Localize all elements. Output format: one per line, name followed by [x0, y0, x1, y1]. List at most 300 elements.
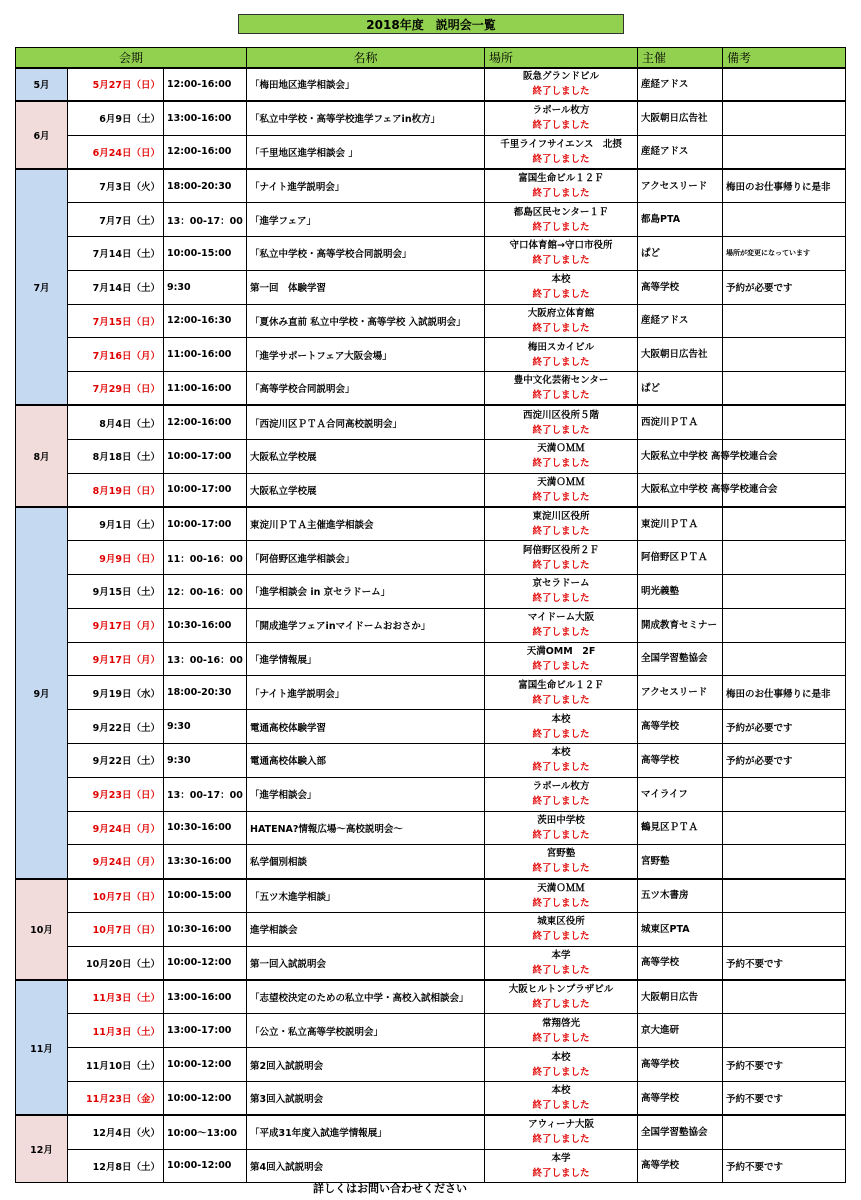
- event-host: アクセスリード: [638, 676, 723, 710]
- header-host: 主催: [638, 48, 723, 68]
- table-row: [16, 710, 846, 744]
- place-name: 千里ライフサイエンス 北摂: [500, 138, 622, 150]
- event-date: 9月22日（土）: [68, 743, 164, 777]
- event-time: 18:00-20:30: [164, 676, 247, 710]
- event-date: 9月17日（月）: [68, 642, 164, 676]
- event-note: [723, 642, 846, 676]
- event-place: [485, 777, 638, 811]
- event-note: 予約不要です: [723, 1081, 846, 1115]
- event-date: 12月8日（土）: [68, 1149, 164, 1183]
- month-label: 10月: [16, 879, 68, 980]
- event-date: 7月14日（土）: [68, 270, 164, 304]
- table-header-row: [16, 48, 846, 68]
- event-name: 東淀川ＰＴＡ主催進学相談会: [247, 507, 485, 541]
- status-finished: 終了しました: [532, 559, 590, 571]
- status-finished: 終了しました: [532, 188, 590, 200]
- event-name: 「五ツ木進学相談」: [247, 879, 485, 913]
- event-note: [723, 338, 846, 372]
- event-place: [485, 405, 638, 439]
- event-note: 予約が必要です: [723, 743, 846, 777]
- status-finished: 終了しました: [532, 153, 590, 165]
- event-name: 「私立中学校・高等学校合同説明会」: [247, 236, 485, 270]
- event-time: 12：00-16：00: [164, 574, 247, 608]
- event-place: [485, 439, 638, 473]
- event-time: 10:00-12:00: [164, 946, 247, 980]
- event-name: 「公立・私立高等学校説明会」: [247, 1014, 485, 1048]
- header-period: 会期: [16, 48, 247, 68]
- event-time: 9:30: [164, 270, 247, 304]
- event-note: [723, 541, 846, 575]
- table-row: [16, 439, 846, 473]
- event-name: 大阪私立学校展: [247, 473, 485, 507]
- place-name: マイドーム大阪: [527, 612, 595, 624]
- status-finished: 終了しました: [532, 796, 590, 808]
- event-note: 梅田のお仕事帰りに是非: [723, 676, 846, 710]
- event-note: [723, 304, 846, 338]
- event-name: 「進学フェア」: [247, 203, 485, 237]
- event-date: 9月1日（土）: [68, 507, 164, 541]
- event-date: 10月7日（日）: [68, 912, 164, 946]
- event-place: [485, 1081, 638, 1115]
- place-name: 常翔啓光: [542, 1017, 581, 1029]
- event-time: 12:00-16:00: [164, 405, 247, 439]
- event-place: [485, 507, 638, 541]
- table-row: [16, 743, 846, 777]
- place-name: 富国生命ビル１２Ｆ: [518, 679, 604, 691]
- event-name: 「夏休み直前 私立中学校・高等学校 入試説明会」: [247, 304, 485, 338]
- event-note: 予約不要です: [723, 1149, 846, 1183]
- event-note: [723, 372, 846, 406]
- place-name: 都島区民センター１Ｆ: [513, 206, 609, 218]
- event-place: [485, 68, 638, 102]
- event-host: 阿倍野区ＰＴＡ: [638, 541, 723, 575]
- event-name: 第3回入試説明会: [247, 1081, 485, 1115]
- event-host: 城東区PTA: [638, 912, 723, 946]
- status-finished: 終了しました: [532, 289, 590, 301]
- event-host: ぱど: [638, 372, 723, 406]
- event-host: 産経アドス: [638, 68, 723, 102]
- event-date: 6月24日（日）: [68, 135, 164, 169]
- event-note: 予約が必要です: [723, 270, 846, 304]
- event-date: 9月24日（月）: [68, 811, 164, 845]
- event-date: 7月15日（日）: [68, 304, 164, 338]
- event-time: 10:30-16:00: [164, 608, 247, 642]
- event-name: HATENA?情報広場～高校説明会～: [247, 811, 485, 845]
- event-place: [485, 946, 638, 980]
- table-row: [16, 1149, 846, 1183]
- event-host: 産経アドス: [638, 135, 723, 169]
- event-date: 9月23日（日）: [68, 777, 164, 811]
- place-name: 豊中文化芸術センター: [513, 375, 609, 387]
- event-time: 18:00-20:30: [164, 169, 247, 203]
- event-time: 12:00-16:00: [164, 68, 247, 102]
- event-date: 8月4日（土）: [68, 405, 164, 439]
- table-row: [16, 1014, 846, 1048]
- event-name: 「千里地区進学相談会 」: [247, 135, 485, 169]
- event-name: 「進学情報展」: [247, 642, 485, 676]
- event-name: 電通高校体験入部: [247, 743, 485, 777]
- place-name: 阿倍野区役所２Ｆ: [523, 544, 600, 556]
- event-place: [485, 574, 638, 608]
- event-place: [485, 101, 638, 135]
- event-host: 京大進研: [638, 1014, 723, 1048]
- event-place: [485, 1014, 638, 1048]
- event-note: [723, 507, 846, 541]
- event-place: [485, 1149, 638, 1183]
- event-date: 8月18日（土）: [68, 439, 164, 473]
- event-host: 宮野塾: [638, 845, 723, 879]
- event-host: 産経アドス: [638, 304, 723, 338]
- schedule-body: [16, 68, 846, 1183]
- event-time: 10:00-17:00: [164, 473, 247, 507]
- event-date: 11月3日（土）: [68, 980, 164, 1014]
- event-time: 10:00-12:00: [164, 1081, 247, 1115]
- event-time: 13:00-17:00: [164, 1014, 247, 1048]
- month-label: 8月: [16, 405, 68, 506]
- event-note: [723, 135, 846, 169]
- event-note: [723, 912, 846, 946]
- event-host: ぱど: [638, 236, 723, 270]
- event-name: 「進学サポートフェア大阪会場」: [247, 338, 485, 372]
- event-note: [723, 879, 846, 913]
- status-finished: 終了しました: [532, 1032, 590, 1044]
- header-note: 備考: [723, 48, 846, 68]
- place-name: 天満ＯＭＭ: [537, 443, 585, 455]
- event-name: 「開成進学フェアinマイドームおおさか」: [247, 608, 485, 642]
- event-place: [485, 912, 638, 946]
- status-finished: 終了しました: [532, 1167, 590, 1179]
- table-row: [16, 777, 846, 811]
- table-row: [16, 405, 846, 439]
- event-name: 第2回入試説明会: [247, 1048, 485, 1082]
- event-note: [723, 980, 846, 1014]
- event-place: [485, 270, 638, 304]
- place-name: 富国生命ビル１２Ｆ: [518, 173, 604, 185]
- table-row: [16, 507, 846, 541]
- event-time: 13：00-17：00: [164, 777, 247, 811]
- event-place: [485, 845, 638, 879]
- table-row: [16, 169, 846, 203]
- event-date: 5月27日（日）: [68, 68, 164, 102]
- status-finished: 終了しました: [532, 1066, 590, 1078]
- event-place: [485, 1115, 638, 1149]
- event-time: 12:00-16:30: [164, 304, 247, 338]
- event-place: [485, 169, 638, 203]
- event-host: 全国学習塾協会: [638, 642, 723, 676]
- event-time: 11:00-16:00: [164, 338, 247, 372]
- place-name: 阪急グランドビル: [523, 71, 600, 83]
- table-row: [16, 68, 846, 102]
- status-finished: 終了しました: [532, 424, 590, 436]
- event-name: 「西淀川区ＰＴＡ合同高校説明会」: [247, 405, 485, 439]
- event-host: 開成教育セミナー: [638, 608, 723, 642]
- event-time: 10:30-16:00: [164, 811, 247, 845]
- event-host: 大阪朝日広告: [638, 980, 723, 1014]
- event-host: 全国学習塾協会: [638, 1115, 723, 1149]
- month-label: 7月: [16, 169, 68, 406]
- event-date: 6月9日（土）: [68, 101, 164, 135]
- footer-note: 詳しくはお問い合わせください: [313, 1182, 467, 1195]
- event-date: 7月14日（土）: [68, 236, 164, 270]
- event-place: [485, 1048, 638, 1082]
- event-time: 10:30-16:00: [164, 912, 247, 946]
- table-row: [16, 270, 846, 304]
- event-note: 場所が変更になっています: [723, 236, 846, 270]
- event-host: 大阪朝日広告社: [638, 338, 723, 372]
- event-name: 大阪私立学校展: [247, 439, 485, 473]
- event-note: 予約不要です: [723, 1048, 846, 1082]
- event-place: [485, 372, 638, 406]
- event-date: 7月3日（火）: [68, 169, 164, 203]
- event-host: マイライフ: [638, 777, 723, 811]
- event-place: [485, 608, 638, 642]
- event-name: 「ナイト進学説明会」: [247, 676, 485, 710]
- event-place: [485, 743, 638, 777]
- place-name: 宮野塾: [546, 848, 576, 860]
- event-time: 10:00～13:00: [164, 1115, 247, 1149]
- event-date: 11月10日（土）: [68, 1048, 164, 1082]
- table-row: [16, 811, 846, 845]
- table-row: [16, 1115, 846, 1149]
- table-row: [16, 473, 846, 507]
- event-note: [723, 608, 846, 642]
- month-label: 11月: [16, 980, 68, 1115]
- event-name: 第一回 体験学習: [247, 270, 485, 304]
- event-note: [723, 574, 846, 608]
- status-finished: 終了しました: [532, 593, 590, 605]
- event-name: 進学相談会: [247, 912, 485, 946]
- place-name: 天満OMM 2F: [526, 645, 596, 657]
- place-name: 本校: [551, 713, 571, 725]
- event-time: 9:30: [164, 743, 247, 777]
- event-time: 11：00-16：00: [164, 541, 247, 575]
- event-place: [485, 676, 638, 710]
- place-name: 守口体育館→守口市役所: [509, 240, 613, 252]
- event-host: 鶴見区ＰＴＡ: [638, 811, 723, 845]
- event-host: 東淀川ＰＴＡ: [638, 507, 723, 541]
- event-date: 11月23日（金）: [68, 1081, 164, 1115]
- place-name: 本学: [551, 1152, 571, 1164]
- event-host: 西淀川ＰＴＡ: [638, 405, 723, 439]
- event-note: 梅田のお仕事帰りに是非: [723, 169, 846, 203]
- event-place: [485, 236, 638, 270]
- event-date: 11月3日（土）: [68, 1014, 164, 1048]
- event-date: 8月19日（日）: [68, 473, 164, 507]
- event-time: 13:00-16:00: [164, 980, 247, 1014]
- schedule-table: [15, 47, 846, 1183]
- status-finished: 終了しました: [532, 221, 590, 233]
- event-time: 13:30-16:00: [164, 845, 247, 879]
- status-finished: 終了しました: [532, 964, 590, 976]
- event-note: 予約が必要です: [723, 710, 846, 744]
- place-name: 城東区役所: [537, 916, 585, 928]
- place-name: 天満ＯＭＭ: [537, 476, 585, 488]
- status-finished: 終了しました: [532, 728, 590, 740]
- event-date: 10月7日（日）: [68, 879, 164, 913]
- place-name: 本学: [551, 949, 571, 961]
- place-name: 本校: [551, 1051, 571, 1063]
- event-note: [723, 405, 846, 439]
- event-time: 10:00-15:00: [164, 879, 247, 913]
- event-time: 10:00-15:00: [164, 236, 247, 270]
- event-place: [485, 135, 638, 169]
- event-host: 都島PTA: [638, 203, 723, 237]
- status-finished: 終了しました: [532, 762, 590, 774]
- event-host: 高等学校: [638, 1149, 723, 1183]
- table-row: [16, 574, 846, 608]
- table-row: [16, 372, 846, 406]
- event-date: 9月17日（月）: [68, 608, 164, 642]
- status-finished: 終了しました: [532, 1100, 590, 1112]
- event-name: 「梅田地区進学相談会」: [247, 68, 485, 102]
- event-name: 「進学相談会」: [247, 777, 485, 811]
- status-finished: 終了しました: [532, 660, 590, 672]
- event-date: 9月22日（土）: [68, 710, 164, 744]
- event-name: 第4回入試説明会: [247, 1149, 485, 1183]
- place-name: 大阪府立体育館: [527, 307, 595, 319]
- place-name: 西淀川区役所５階: [523, 409, 600, 421]
- event-date: 9月15日（土）: [68, 574, 164, 608]
- event-name: 「志望校決定のための私立中学・高校入試相談会」: [247, 980, 485, 1014]
- table-row: [16, 1081, 846, 1115]
- status-finished: 終了しました: [532, 356, 590, 368]
- event-name: 「高等学校合同説明会」: [247, 372, 485, 406]
- event-place: [485, 980, 638, 1014]
- event-host: 大阪私立中学校 高等学校連合会: [638, 439, 723, 473]
- event-note: [723, 1115, 846, 1149]
- table-row: [16, 980, 846, 1014]
- event-note: 予約不要です: [723, 946, 846, 980]
- event-time: 13:00-16:00: [164, 101, 247, 135]
- table-row: [16, 101, 846, 135]
- event-host: 大阪朝日広告社: [638, 101, 723, 135]
- month-label: 12月: [16, 1115, 68, 1183]
- status-finished: 終了しました: [532, 322, 590, 334]
- event-host: 高等学校: [638, 270, 723, 304]
- table-row: [16, 676, 846, 710]
- month-label: 5月: [16, 68, 68, 102]
- event-time: 13：00-16：00: [164, 642, 247, 676]
- status-finished: 終了しました: [532, 829, 590, 841]
- event-note: [723, 777, 846, 811]
- event-place: [485, 879, 638, 913]
- status-finished: 終了しました: [532, 931, 590, 943]
- table-row: [16, 203, 846, 237]
- status-finished: 終了しました: [532, 390, 590, 402]
- place-name: アウィーナ大阪: [528, 1119, 594, 1131]
- event-name: 「平成31年度入試進学情報展」: [247, 1115, 485, 1149]
- place-name: ラポール枚方: [532, 781, 590, 793]
- status-finished: 終了しました: [532, 458, 590, 470]
- table-row: [16, 304, 846, 338]
- event-name: 「阿倍野区進学相談会」: [247, 541, 485, 575]
- event-date: 12月4日（火）: [68, 1115, 164, 1149]
- place-name: 茨田中学校: [537, 814, 585, 826]
- table-row: [16, 236, 846, 270]
- place-name: ラポール枚方: [532, 105, 590, 117]
- event-date: 7月7日（土）: [68, 203, 164, 237]
- table-row: [16, 135, 846, 169]
- event-host: 高等学校: [638, 1048, 723, 1082]
- event-place: [485, 710, 638, 744]
- table-row: [16, 608, 846, 642]
- table-row: [16, 912, 846, 946]
- event-host: 高等学校: [638, 1081, 723, 1115]
- event-time: 10:00-12:00: [164, 1048, 247, 1082]
- place-name: 大阪ヒルトンプラザビル: [508, 984, 614, 996]
- event-time: 12:00-16:00: [164, 135, 247, 169]
- event-host: 五ツ木書房: [638, 879, 723, 913]
- event-note: [723, 101, 846, 135]
- page-title: 2018年度 説明会一覧: [238, 14, 624, 34]
- event-host: アクセスリード: [638, 169, 723, 203]
- status-finished: 終了しました: [532, 897, 590, 909]
- table-row: [16, 845, 846, 879]
- event-place: [485, 304, 638, 338]
- event-host: 大阪私立中学校 高等学校連合会: [638, 473, 723, 507]
- event-place: [485, 541, 638, 575]
- place-name: 京セラドーム: [532, 578, 590, 590]
- table-row: [16, 541, 846, 575]
- event-place: [485, 203, 638, 237]
- status-finished: 終了しました: [532, 526, 590, 537]
- status-finished: 終了しました: [532, 999, 590, 1011]
- status-finished: 終了しました: [532, 491, 590, 503]
- event-place: [485, 642, 638, 676]
- event-note: [723, 811, 846, 845]
- table-row: [16, 946, 846, 980]
- event-date: 10月20日（土）: [68, 946, 164, 980]
- status-finished: 終了しました: [532, 694, 590, 706]
- event-date: 9月24日（月）: [68, 845, 164, 879]
- event-name: 「進学相談会 in 京セラドーム」: [247, 574, 485, 608]
- header-place: 場所: [485, 48, 638, 68]
- table-row: [16, 642, 846, 676]
- event-host: 高等学校: [638, 710, 723, 744]
- status-finished: 終了しました: [532, 255, 590, 267]
- status-finished: 終了しました: [532, 863, 590, 875]
- event-date: 7月29日（日）: [68, 372, 164, 406]
- event-time: 10:00-17:00: [164, 507, 247, 541]
- status-finished: 終了しました: [532, 86, 590, 98]
- table-row: [16, 879, 846, 913]
- place-name: 東淀川区役所: [532, 511, 590, 522]
- event-place: [485, 338, 638, 372]
- event-host: 高等学校: [638, 946, 723, 980]
- table-row: [16, 338, 846, 372]
- event-time: 13：00-17：00: [164, 203, 247, 237]
- event-date: 9月19日（水）: [68, 676, 164, 710]
- event-time: 10:00-17:00: [164, 439, 247, 473]
- header-name: 名称: [247, 48, 485, 68]
- place-name: 本校: [551, 1085, 571, 1097]
- status-finished: 終了しました: [532, 627, 590, 639]
- month-label: 6月: [16, 101, 68, 169]
- event-note: [723, 203, 846, 237]
- event-name: 「私立中学校・高等学校進学フェアin枚方」: [247, 101, 485, 135]
- place-name: 本校: [551, 274, 571, 286]
- event-note: [723, 68, 846, 102]
- event-name: 電通高校体験学習: [247, 710, 485, 744]
- event-note: [723, 1014, 846, 1048]
- event-host: 高等学校: [638, 743, 723, 777]
- status-finished: 終了しました: [532, 1134, 590, 1146]
- event-place: [485, 811, 638, 845]
- event-host: 明光義塾: [638, 574, 723, 608]
- event-place: [485, 473, 638, 507]
- place-name: 本校: [551, 747, 571, 759]
- place-name: 天満ＯＭＭ: [537, 882, 585, 894]
